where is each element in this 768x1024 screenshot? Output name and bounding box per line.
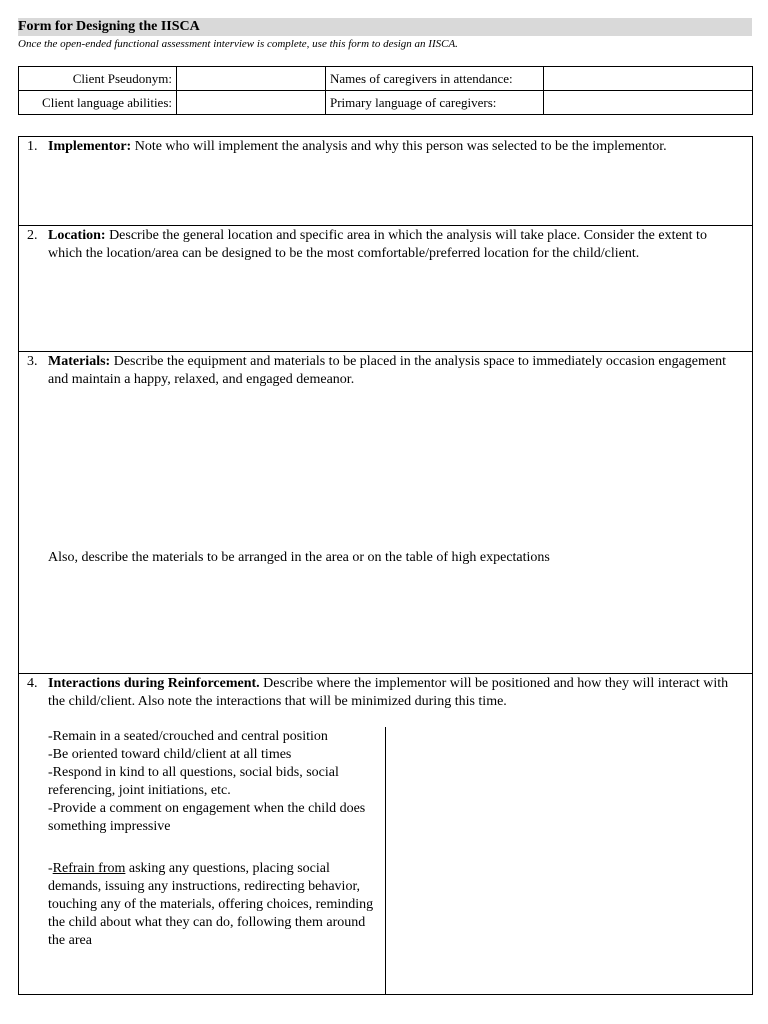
section-prompt (48, 675, 736, 711)
caregivers-label: Names of caregivers in attendance: (326, 67, 544, 91)
section-prompt (48, 138, 736, 156)
section-heading: Implementor: (48, 139, 132, 154)
form-title: Form for Designing the IISCA (18, 18, 752, 36)
caregivers-field[interactable] (544, 67, 753, 91)
refrain-underlined: Refrain from (52, 861, 126, 876)
section-text: Describe the equipment and materials to be placed in the analysis space to immediately occasion engagement and maintain a happy, relaxed, and engaged demeanor. (48, 354, 726, 387)
section-prompt (48, 227, 736, 263)
language-abilities-label: Client language abilities: (19, 91, 177, 115)
list-item: -Respond in kind to all questions, social bids, social referencing, joint initiations, etc. (48, 765, 339, 798)
list-item: -Remain in a seated/crouched and central position (48, 729, 328, 744)
client-info-table (18, 66, 753, 115)
section-location[interactable] (19, 226, 752, 352)
section-number: 2. (27, 228, 38, 243)
list-item: -Provide a comment on engagement when the child does something impressive (48, 801, 366, 834)
section-text: Describe where the implementor will be positioned and how they will interact with the child/client. Also note the interactions that will be minimized during this time. (48, 676, 729, 709)
interactions-do-list (48, 728, 378, 836)
language-abilities-field[interactable] (177, 91, 326, 115)
section-heading: Materials: (48, 354, 111, 369)
refrain-dash: - (48, 861, 53, 876)
section-number: 3. (27, 354, 38, 369)
section-number: 4. (27, 676, 38, 691)
list-item: -Be oriented toward child/client at all times (48, 747, 292, 762)
section-text: Describe the general location and specific area in which the analysis will take place. Consider the extent to which the location/area can be designed to be the most comfortable/preferred location for the child/client. (48, 228, 707, 261)
section-prompt (48, 353, 736, 389)
primary-language-label: Primary language of caregivers: (326, 91, 544, 115)
refrain-text: asking any questions, placing social demands, issuing any instructions, redirecting behavior, touching any of the materials, offering choices, reminding the child about what they can do, following them around the area (48, 861, 374, 948)
section-implementor[interactable] (19, 137, 752, 226)
section-text: Note who will implement the analysis and why this person was selected to be the implementor. (131, 139, 667, 154)
client-pseudonym-label: Client Pseudonym: (19, 67, 177, 91)
column-divider (385, 727, 386, 994)
section-interactions[interactable] (19, 674, 752, 994)
design-sections (18, 136, 753, 995)
section-number: 1. (27, 139, 38, 154)
section-heading: Interactions during Reinforcement. (48, 676, 260, 691)
section-materials[interactable] (19, 352, 752, 674)
section-heading: Location: (48, 228, 106, 243)
interactions-refrain-list (48, 860, 378, 950)
client-pseudonym-field[interactable] (177, 67, 326, 91)
primary-language-field[interactable] (544, 91, 753, 115)
materials-also-prompt: Also, describe the materials to be arranged in the area or on the table of high expectations (48, 550, 550, 565)
form-subtitle: Once the open-ended functional assessment interview is complete, use this form to design an IISCA. (18, 38, 458, 50)
